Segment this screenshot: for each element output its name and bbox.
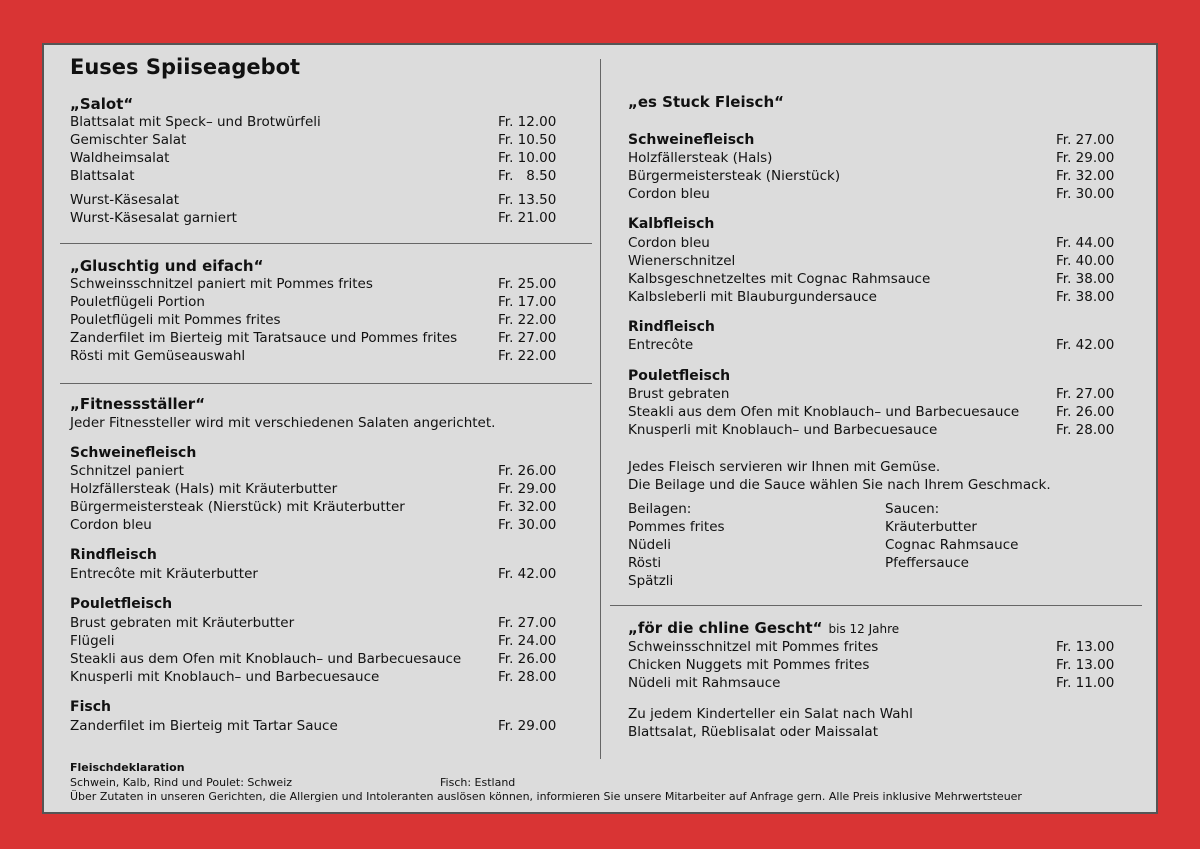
beilagen-label: Beilagen: <box>628 501 692 517</box>
group-heading: Kalbfleisch <box>628 216 715 232</box>
section-heading-gluschtig: „Gluschtig und eifach“ <box>70 257 264 275</box>
divider <box>60 383 592 384</box>
note: Blattsalat, Rüeblisalat oder Maissalat <box>628 724 879 740</box>
group-heading: Schweinefleisch <box>70 445 197 461</box>
menu-card: Euses Spiiseagebot „Salot“ Blattsalat mit Speck– und Brotwürfeli Fr. 12.00 Gemischter Salat Fr. 10.50 Waldheimsalat Fr. 10.00 Blattsalat Fr. 8.50 Wurst-Käsesalat Fr. 13.50 Wurst-Käsesalat garniert Fr. 21.00 „Gluschtig und eifach“ Schweinsschnitzel paniert mit Pommes frites Fr. 25.00 Pouletflügeli Portion Fr. 17.00 Pouletflügeli mit Pommes frites Fr. 22.00 Zanderfilet im Bierteig mit Taratsauce und Pommes frites Fr. 27.00 Rösti mit Gemüseauswahl Fr. 22.00 „Fitnessställer“ Jeder Fitnessteller wird mit verschiedenen Salaten angerichtet. Schweinefleisch Schnitzel paniert Fr. 26.00 Holzfällersteak (Hals) mit Kräuterbutter Fr. 29.00 Bürgermeistersteak (Nierstück) mit Kräuterbutter Fr. 32.00 Cordon bleu Fr. 30.00 Rindfleisch Entrecôte mit Kräuterbutter Fr. 42.00 Pouletfleisch Brust gebraten mit Kräuterbutter Fr. 27.00 Flügeli Fr. 24.00 Steakli aus dem Ofen mit Knoblauch– und Barbecuesauce Fr. 26.00 Knusperli mit Knoblauch– und Barbecuesauce Fr. 28.00 Fisch Zanderfilet im Bierteig mit Tartar Sauce Fr. 29.00 Fleischdeklaration Schwein, Kalb, Rind und Poulet: Schweiz Fisch: Estland Über Zutaten in unseren Gerichten, die Allergien und Intoleranten auslösen können, informieren Sie unsere Mitarbeiter auf Anfrage gern. Alle Preis inklusive Mehrwertsteuer „es Stuck Fleisch“ Schweinefleisch Fr. 27.00 Holzfällersteak (Hals) Fr. 29.00 Bürgermeistersteak (Nierstück) Fr. 32.00 Cordon bleu Fr. 30.00 Kalbfleisch Cordon bleu Fr. 44.00 Wienerschnitzel Fr. 40.00 Kalbsgeschnetzeltes mit Cognac Rahmsauce Fr. 38.00 Kalbsleberli mit Blauburgundersauce Fr. 38.00 Rindfleisch Entrecôte Fr. 42.00 Pouletfleisch Brust gebraten Fr. 27.00 Steakli aus dem Ofen mit Knoblauch– und Barbecuesauce Fr. 26.00 Knusperli mit Knoblauch– und Barbecuesauce Fr. 28.00 Jedes Fleisch servieren wir Ihnen mit Gemüse. Die Beilage und die Sauce wählen Sie nach Ihrem Geschmack. Beilagen: Pommes frites Nüdeli Rösti Spätzli Saucen: Kräuterbutter Cognac Rahmsauce Pfeffersauce „för die chline Gescht“ bis 12 Jahre Schweinsschnitzel mit Pommes frites Fr. 13.00 Chicken Nuggets mit Pommes frites Fr. 13.00 Nüdeli mit Rahmsauce Fr. 11.00 Zu jedem Kinderteller ein Salat nach Wahl Blattsalat, Rüeblisalat oder Maissalat <box>42 43 1158 814</box>
group-heading: Pouletfleisch <box>70 596 173 612</box>
divider <box>60 243 592 244</box>
section-heading-salot: „Salot“ <box>70 95 134 113</box>
column-divider <box>600 59 601 759</box>
beilage-item: Nüdeli <box>628 537 672 553</box>
beilage-item: Pommes frites <box>628 519 725 535</box>
note: Zu jedem Kinderteller ein Salat nach Wahl <box>628 706 913 722</box>
note: Die Beilage und die Sauce wählen Sie nach Ihrem Geschmack. <box>628 477 1051 493</box>
beilage-item: Rösti <box>628 555 662 571</box>
group-heading: Rindfleisch <box>628 319 715 335</box>
section-intro: Jeder Fitnessteller wird mit verschiedenen Salaten angerichtet. <box>70 415 496 431</box>
saucen-label: Saucen: <box>885 501 940 517</box>
sauce-item: Cognac Rahmsauce <box>885 537 1019 553</box>
section-heading-kinder: „för die chline Gescht“ bis 12 Jahre <box>628 619 900 637</box>
footer-allergy-note: Über Zutaten in unseren Gerichten, die Allergien und Intoleranten auslösen können, informieren Sie unsere Mitarbeiter auf Anfrage gern. Alle Preis inklusive Mehrwertsteuer <box>70 790 1022 803</box>
beilage-item: Spätzli <box>628 573 674 589</box>
section-heading-fleisch: „es Stuck Fleisch“ <box>628 93 784 111</box>
group-heading: Fisch <box>70 699 111 715</box>
age-note: bis 12 Jahre <box>828 622 900 636</box>
group-heading: Rindfleisch <box>70 547 157 563</box>
footer-fish-origin: Fisch: Estland <box>440 776 516 789</box>
section-heading-fitness: „Fitnessställer“ <box>70 395 206 413</box>
footer-heading: Fleischdeklaration <box>70 761 185 774</box>
footer-meat-origin: Schwein, Kalb, Rind und Poulet: Schweiz <box>70 776 293 789</box>
sauce-item: Pfeffersauce <box>885 555 969 571</box>
group-heading: Pouletfleisch <box>628 368 731 384</box>
menu-title: Euses Spiiseagebot <box>70 55 301 79</box>
divider <box>610 605 1142 606</box>
sauce-item: Kräuterbutter <box>885 519 977 535</box>
note: Jedes Fleisch servieren wir Ihnen mit Gemüse. <box>628 459 941 475</box>
